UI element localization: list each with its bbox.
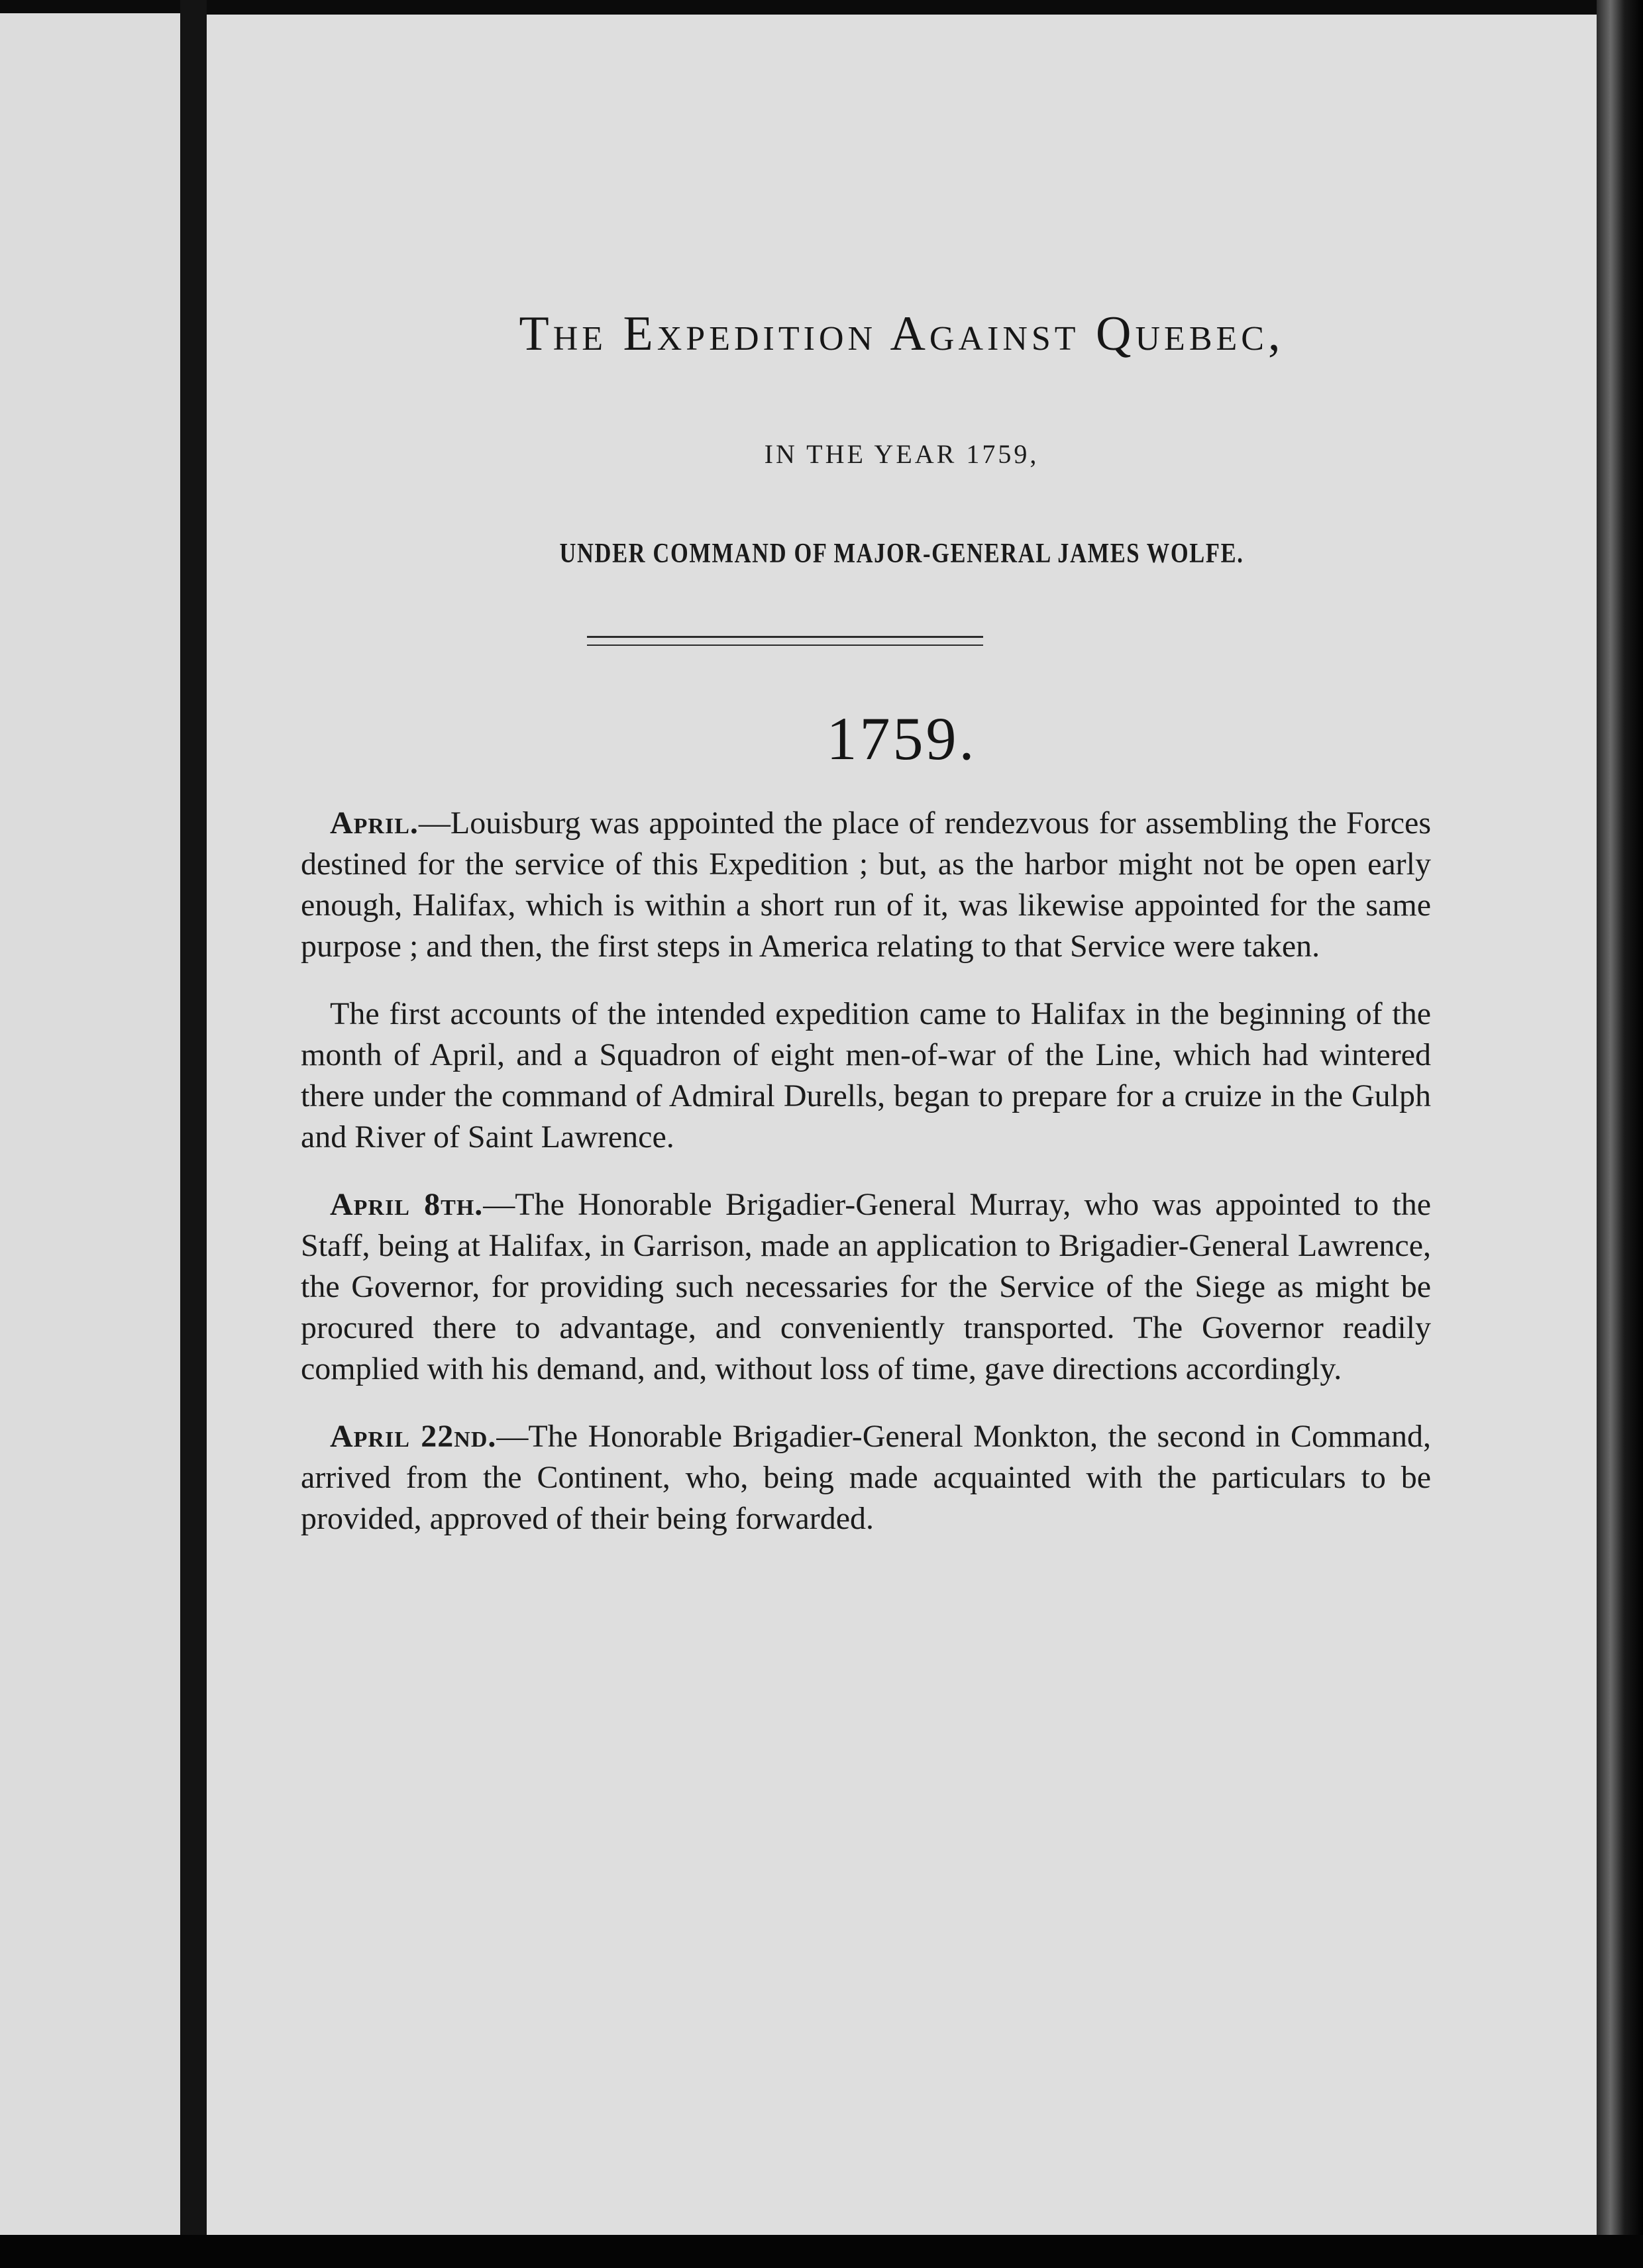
paragraph-text: —The Honorable Brigadier-General Murray, who was appointed to the Staff, being at Halifax, in Garrison, made an application to Brigadier-General Lawrence, the Governor, for providing such necessaries for the Service of the Siege as might be procured there to advantage, and conveniently transported. The Governor readily complied with his demand, and, without loss of time, gave directions accordingly. [301, 1187, 1431, 1386]
book-gutter [180, 0, 207, 2268]
page-edge-shadow [1597, 0, 1643, 2268]
paragraph-lead: April 8th. [330, 1187, 484, 1222]
paragraph [301, 803, 1431, 967]
paragraph-text: The first accounts of the intended expedition came to Halifax in the beginning of the month of April, and a Squadron of eight men-of-war of the Line, which had wintered there under the command of Admiral Durells, began to prepare for a cruize in the Gulph and River of Saint Lawrence. [301, 996, 1431, 1155]
command-line: UNDER COMMAND OF MAJOR-GENERAL JAMES WOLFE. [559, 539, 1244, 569]
scan-border [0, 2235, 1643, 2268]
document-title: The Expedition Against Quebec, [519, 307, 1285, 361]
body-text [301, 803, 1431, 1566]
paragraph-text: —The Honorable Brigadier-General Monkton, the second in Command, arrived from the Continent, who, being made acquainted with the particulars to be provided, approved of their being forwarded. [301, 1419, 1431, 1536]
paragraph [301, 994, 1431, 1158]
paragraph [301, 1184, 1431, 1390]
paragraph-lead: April 22nd. [330, 1419, 497, 1454]
document-page [207, 15, 1597, 2235]
year-heading: 1759. [826, 705, 977, 772]
decorative-rule [587, 636, 983, 646]
paragraph [301, 1416, 1431, 1539]
adjacent-page-edge [0, 13, 180, 2239]
document-subtitle: IN THE YEAR 1759, [764, 439, 1039, 469]
paragraph-text: —Louisburg was appointed the place of rendezvous for assembling the Forces destined for the service of this Expedition ; but, as the harbor might not be open early enough, Halifax, which is within a short run of it, was likewise appointed for the same purpose ; and then, the first steps in America relating to that Service were taken. [301, 805, 1431, 964]
paragraph-lead: April. [330, 805, 419, 841]
